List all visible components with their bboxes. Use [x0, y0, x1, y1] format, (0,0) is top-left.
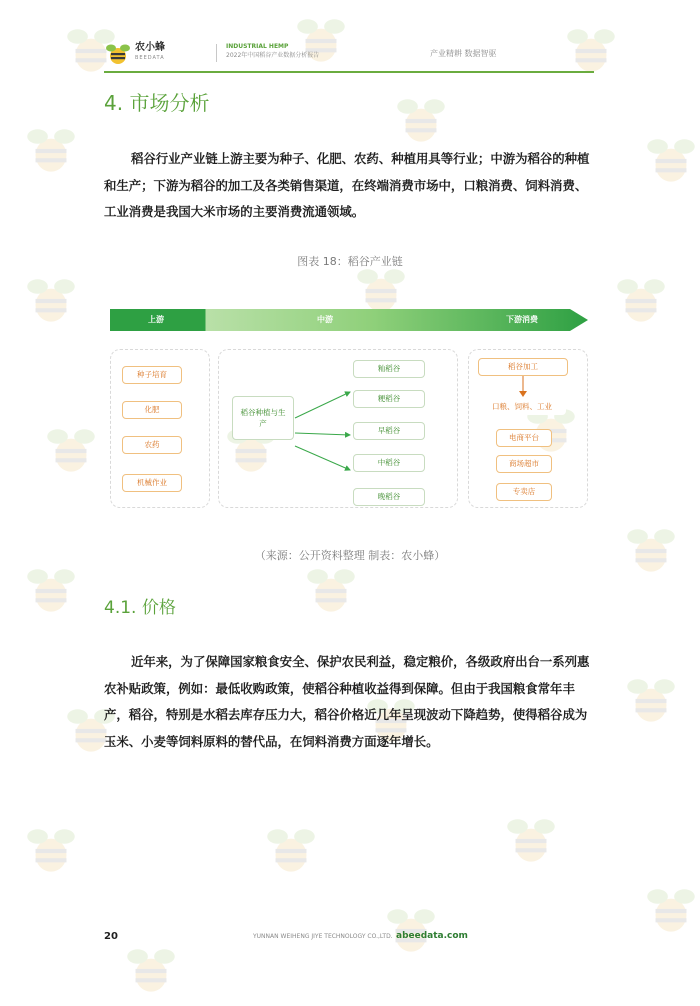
downstream-item: 电商平台 [496, 429, 552, 447]
watermark-bee-icon [610, 270, 672, 332]
watermark-bee-icon [40, 420, 102, 482]
watermark-bee-icon [390, 90, 452, 152]
midstream-item: 中稻谷 [353, 454, 425, 472]
watermark-bee-icon [640, 130, 700, 192]
page-number: 20 [104, 931, 118, 942]
watermark-bee-icon [260, 820, 322, 882]
subsection-heading: 4.1. 价格 [104, 598, 176, 618]
footer-website: abeedata.com [396, 931, 468, 941]
midstream-item: 晚稻谷 [353, 488, 425, 506]
watermark-bee-icon [20, 270, 82, 332]
midstream-center-box: 稻谷种植与生产 [232, 396, 294, 440]
brand-subtitle: BEEDATA [135, 55, 165, 61]
figure-caption: 图表 18：稻谷产业链 [297, 255, 403, 268]
industry-chain-diagram [110, 308, 590, 518]
stage-downstream-label: 下游消费 [506, 315, 538, 324]
section-paragraph: 稻谷行业产业链上游主要为种子、化肥、农药、种植用具等行业；中游为稻谷的种植和生产；下游为稻谷的加工及各类销售渠道，在终端消费市场中，口粮消费、饲料消费、工业消费是我国大米市场的主要消费流通领域。 [104, 151, 590, 219]
down-arrow-icon [518, 376, 528, 398]
watermark-bee-icon [20, 120, 82, 182]
report-category: INDUSTRIAL HEMP [226, 43, 289, 50]
header-rule [104, 71, 594, 73]
bee-logo-icon [104, 42, 132, 66]
downstream-item: 商场超市 [496, 455, 552, 473]
watermark-bee-icon [20, 560, 82, 622]
stage-upstream-label: 上游 [148, 315, 164, 324]
section-heading: 4. 市场分析 [104, 91, 210, 115]
report-title: 2022年中国稻谷产业数据分析报告 [226, 52, 320, 59]
subsection-paragraph: 近年来，为了保障国家粮食安全、保护农民利益，稳定粮价，各级政府出台一系列惠农补贴政策，例如：最低收购政策，使稻谷种植收益得到保障。但由于我国粮食常年丰产，稻谷，特别是水稻去库存压力大，稻谷价格近几年呈现波动下降趋势，使得稻谷成为玉米、小麦等饲料原料的替代品，在饲料消费方面逐年增长。 [104, 654, 590, 749]
upstream-item: 机械作业 [122, 474, 182, 492]
midstream-item: 粳稻谷 [353, 390, 425, 408]
watermark-bee-icon [20, 820, 82, 882]
upstream-item: 化肥 [122, 401, 182, 419]
midstream-item: 早稻谷 [353, 422, 425, 440]
watermark-bee-icon [300, 560, 362, 622]
midstream-arrows [290, 378, 360, 478]
watermark-bee-icon [620, 670, 682, 732]
downstream-item: 口粮、饲料、工业 [478, 399, 566, 415]
upstream-item: 农药 [122, 436, 182, 454]
downstream-item: 稻谷加工 [478, 358, 568, 376]
midstream-item: 籼稻谷 [353, 360, 425, 378]
header-slogan: 产业精耕 数据智驱 [430, 49, 497, 58]
downstream-item: 专卖店 [496, 483, 552, 501]
watermark-bee-icon [120, 940, 182, 1002]
watermark-bee-icon [640, 880, 700, 942]
upstream-item: 种子培育 [122, 366, 182, 384]
stage-midstream-label: 中游 [317, 315, 333, 324]
figure-source: （来源：公开资料整理 制表：农小蜂） [254, 549, 446, 562]
header-divider [216, 44, 217, 62]
watermark-bee-icon [290, 10, 352, 72]
brand-name: 农小蜂 [135, 42, 165, 53]
watermark-bee-icon [500, 810, 562, 872]
footer-company: YUNNAN WEIHENG JIYE TECHNOLOGY CO.,LTD. [253, 933, 393, 940]
